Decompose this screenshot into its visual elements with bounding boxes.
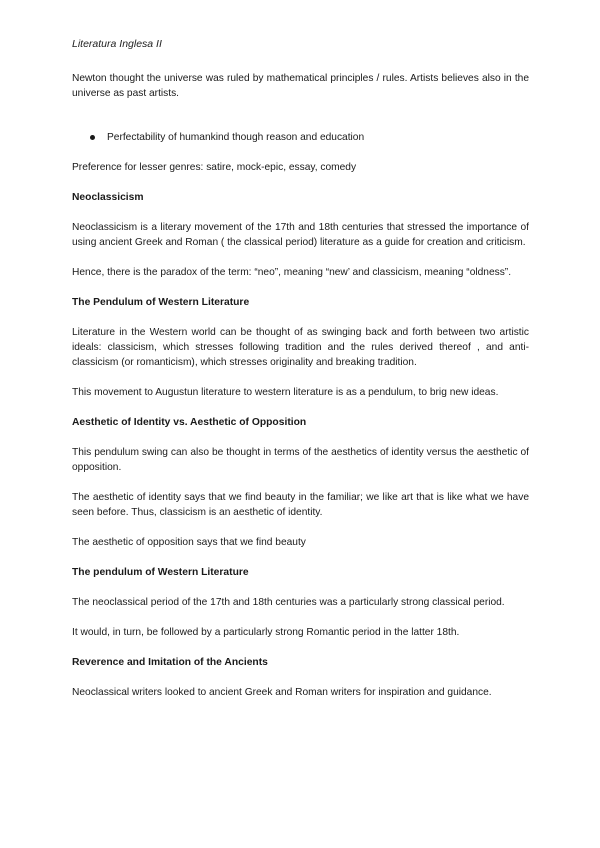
section-paragraph: This pendulum swing can also be thought in terms of the aesthetics of identity versus the aesthetic of opposition. bbox=[72, 447, 529, 473]
bullet-list bbox=[72, 130, 529, 145]
section-heading-pendulum: The Pendulum of Western Literature bbox=[72, 297, 250, 308]
section-heading-pendulum-western: The pendulum of Western Literature bbox=[72, 567, 249, 578]
section-paragraph: Neoclassical writers looked to ancient Greek and Roman writers for inspiration and guidance. bbox=[72, 687, 492, 698]
spacer bbox=[72, 116, 529, 130]
section-paragraph: Literature in the Western world can be thought of as swinging back and forth between two artistic ideals: classicism, which stresses following tradition and the rules derived thereof , and anti-classicism (or romanticism), which stresses originality and breaking tradition. bbox=[72, 327, 529, 368]
page-header-title: Literatura Inglesa II bbox=[72, 38, 162, 50]
bullet-dot-icon bbox=[90, 135, 95, 140]
section-paragraph: The neoclassical period of the 17th and 18th centuries was a particularly strong classical period. bbox=[72, 597, 505, 608]
section-heading-reverence: Reverence and Imitation of the Ancients bbox=[72, 657, 268, 668]
section-paragraph: Hence, there is the paradox of the term: “neo”, meaning “new’ and classicism, meaning “oldness”. bbox=[72, 267, 512, 278]
section-paragraph: It would, in turn, be followed by a particularly strong Romantic period in the latter 18th. bbox=[72, 627, 460, 638]
section-heading-aesthetic: Aesthetic of Identity vs. Aesthetic of Opposition bbox=[72, 417, 307, 428]
newton-paragraph: Newton thought the universe was ruled by mathematical principles / rules. Artists believes also in the universe as past artists. bbox=[72, 73, 529, 99]
bullet-item-text: Perfectability of humankind though reason and education bbox=[107, 132, 365, 143]
preference-paragraph: Preference for lesser genres: satire, mock-epic, essay, comedy bbox=[72, 162, 357, 173]
section-heading-neoclassicism: Neoclassicism bbox=[72, 192, 144, 203]
section-paragraph: Neoclassicism is a literary movement of the 17th and 18th centuries that stressed the importance of using ancient Greek and Roman ( the classical period) literature as a guide for creation and criticism. bbox=[72, 222, 529, 248]
section-paragraph: The aesthetic of identity says that we find beauty in the familiar; we like art that is like what we have seen before. Thus, classicism is an aesthetic of identity. bbox=[72, 492, 529, 518]
section-paragraph: This movement to Augustun literature to western literature is as a pendulum, to brig new ideas. bbox=[72, 387, 499, 398]
document-body bbox=[72, 71, 529, 715]
section-paragraph: The aesthetic of opposition says that we find beauty bbox=[72, 537, 306, 548]
bullet-item bbox=[72, 130, 529, 145]
